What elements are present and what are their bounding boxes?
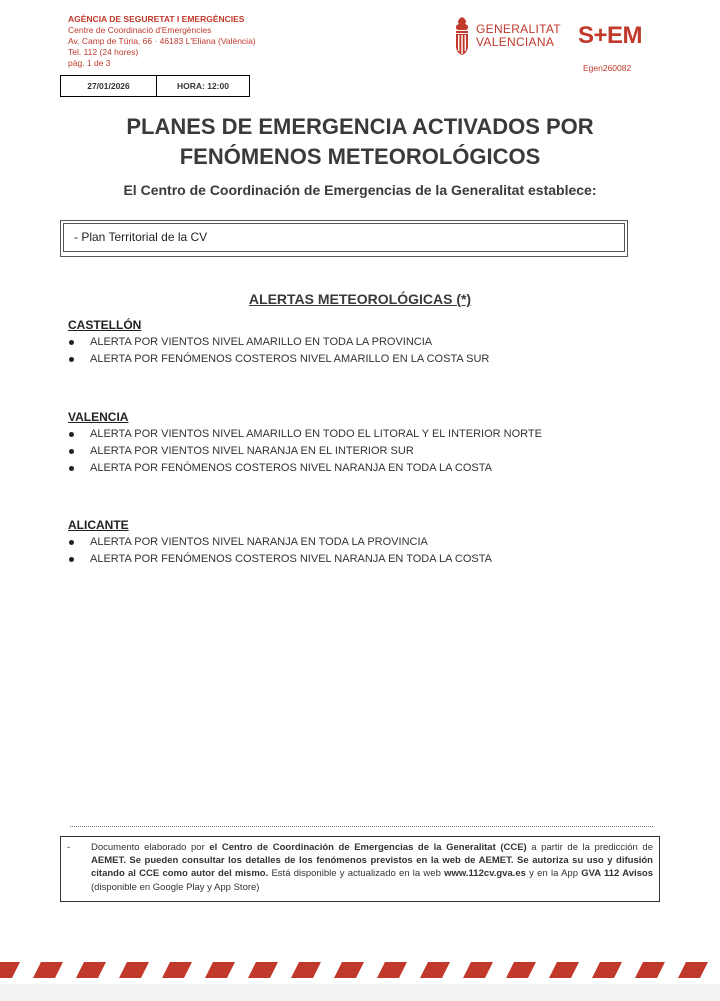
alert-text: ALERTA POR VIENTOS NIVEL NARANJA EN TODA LA PROVINCIA [90, 536, 428, 548]
alert-text: ALERTA POR VIENTOS NIVEL AMARILLO EN TODO EL LITORAL Y EL INTERIOR NORTE [90, 428, 542, 440]
footer-text-5: (disponible en Google Play y App Store) [91, 881, 260, 893]
agency-header [68, 14, 256, 69]
footer-dash: - [67, 842, 71, 853]
footer-app-name: GVA 112 Avisos [581, 868, 653, 880]
footer-text-1: Documento elaborado por [91, 842, 210, 853]
province-alicante [68, 517, 492, 568]
stripe-segment [377, 962, 407, 978]
gva-name-line1: GENERALITAT [476, 22, 561, 36]
sem-logo: S+EM [578, 22, 643, 49]
alert-item [68, 551, 492, 568]
bullet-icon [69, 466, 74, 471]
stripe-segment [76, 962, 106, 978]
alert-text: ALERTA POR VIENTOS NIVEL AMARILLO EN TODA LA PROVINCIA [90, 336, 433, 348]
plan-box [60, 220, 628, 257]
alert-list [68, 534, 492, 568]
stripe-segment [506, 962, 536, 978]
footer-website: www.112cv.gva.es [444, 868, 526, 880]
alert-item [68, 426, 542, 443]
province-name: VALENCIA [68, 410, 129, 424]
alert-text: ALERTA POR FENÓMENOS COSTEROS NIVEL NARANJA EN TODA LA COSTA [90, 553, 493, 565]
agency-phone: Tel. 112 (24 hores) [68, 47, 139, 57]
stripe-segment [33, 962, 63, 978]
coat-of-arms-icon [452, 16, 472, 56]
center-name: Centre de Coordinació d'Emergències [68, 25, 212, 35]
stripe-segment [248, 962, 278, 978]
title-line-1: PLANES DE EMERGENCIA ACTIVADOS POR [126, 114, 594, 139]
footer-text-4: y en la App [525, 868, 582, 880]
alert-list [68, 426, 542, 477]
stripe-segment [549, 962, 579, 978]
alert-text: ALERTA POR VIENTOS NIVEL NARANJA EN EL INTERIOR SUR [90, 445, 414, 457]
bullet-icon [69, 449, 74, 454]
stripe-segment [678, 962, 708, 978]
agency-address: Av. Camp de Túria, 66 · 46183 L'Eliana (València) [68, 36, 256, 46]
bullet-icon [69, 540, 74, 545]
stripe-segment [119, 962, 149, 978]
footer-bold-1: el Centro de Coordinación de Emergencias de la Generalitat (CCE) [209, 842, 527, 853]
page-subtitle: El Centro de Coordinación de Emergencias de la Generalitat establece: [123, 182, 597, 198]
alert-text: ALERTA POR FENÓMENOS COSTEROS NIVEL NARANJA EN TODA LA COSTA [90, 462, 493, 474]
stripe-segment [205, 962, 235, 978]
stripe-segment [0, 962, 20, 978]
agency-name: AGÈNCIA DE SEGURETAT I EMERGÈNCIES [68, 14, 245, 24]
alert-item [68, 351, 489, 368]
footer-text-3: Está disponible y actualizado en la web [268, 868, 445, 880]
footer-text-2: a partir de la predicción de [526, 842, 653, 853]
province-name: CASTELLÓN [68, 318, 142, 332]
footer-text [91, 841, 653, 894]
bullet-icon [69, 357, 74, 362]
stripe-segment [463, 962, 493, 978]
alert-item [68, 534, 492, 551]
stripe-segment [420, 962, 450, 978]
footer-note [60, 836, 660, 902]
stripe-pattern-icon [0, 956, 720, 982]
alerts-heading: ALERTAS METEOROLÓGICAS (*) [248, 291, 472, 307]
bullet-icon [69, 432, 74, 437]
province-name: ALICANTE [68, 518, 129, 532]
alert-item [68, 334, 489, 351]
stripe-segment [162, 962, 192, 978]
alert-text: ALERTA POR FENÓMENOS COSTEROS NIVEL AMARILLO EN LA COSTA SUR [90, 353, 490, 365]
bullet-icon [69, 340, 74, 345]
title-line-2: FENÓMENOS METEOROLÓGICOS [179, 144, 541, 169]
page-title [0, 112, 720, 172]
date-time-box [60, 75, 250, 97]
bullet-icon [69, 557, 74, 562]
alert-list [68, 334, 489, 368]
alert-item [68, 460, 542, 477]
stripe-segment [291, 962, 321, 978]
page-number: pàg. 1 de 3 [68, 58, 111, 68]
report-date: 27/01/2026 [61, 76, 157, 96]
stripe-segment [635, 962, 665, 978]
bottom-band [0, 984, 720, 1001]
generalitat-logo [452, 16, 561, 56]
province-castellon [68, 317, 489, 368]
stripe-segment [592, 962, 622, 978]
footer-bold-2: AEMET. Se pueden consultar los detalles de los fenómenos previstos en la web de AEMET. Se autoriza su uso y difusión citando al CCE como autor del mismo. [91, 855, 653, 880]
footer-divider [70, 826, 653, 827]
gva-name-line2: VALENCIANA [476, 35, 555, 49]
report-time: HORA: 12:00 [177, 81, 229, 91]
document-code: Egen260082 [583, 63, 632, 73]
alert-item [68, 443, 542, 460]
plan-name: - Plan Territorial de la CV [63, 223, 625, 252]
stripe-segment [334, 962, 364, 978]
province-valencia [68, 409, 542, 477]
decorative-stripe [0, 956, 720, 982]
